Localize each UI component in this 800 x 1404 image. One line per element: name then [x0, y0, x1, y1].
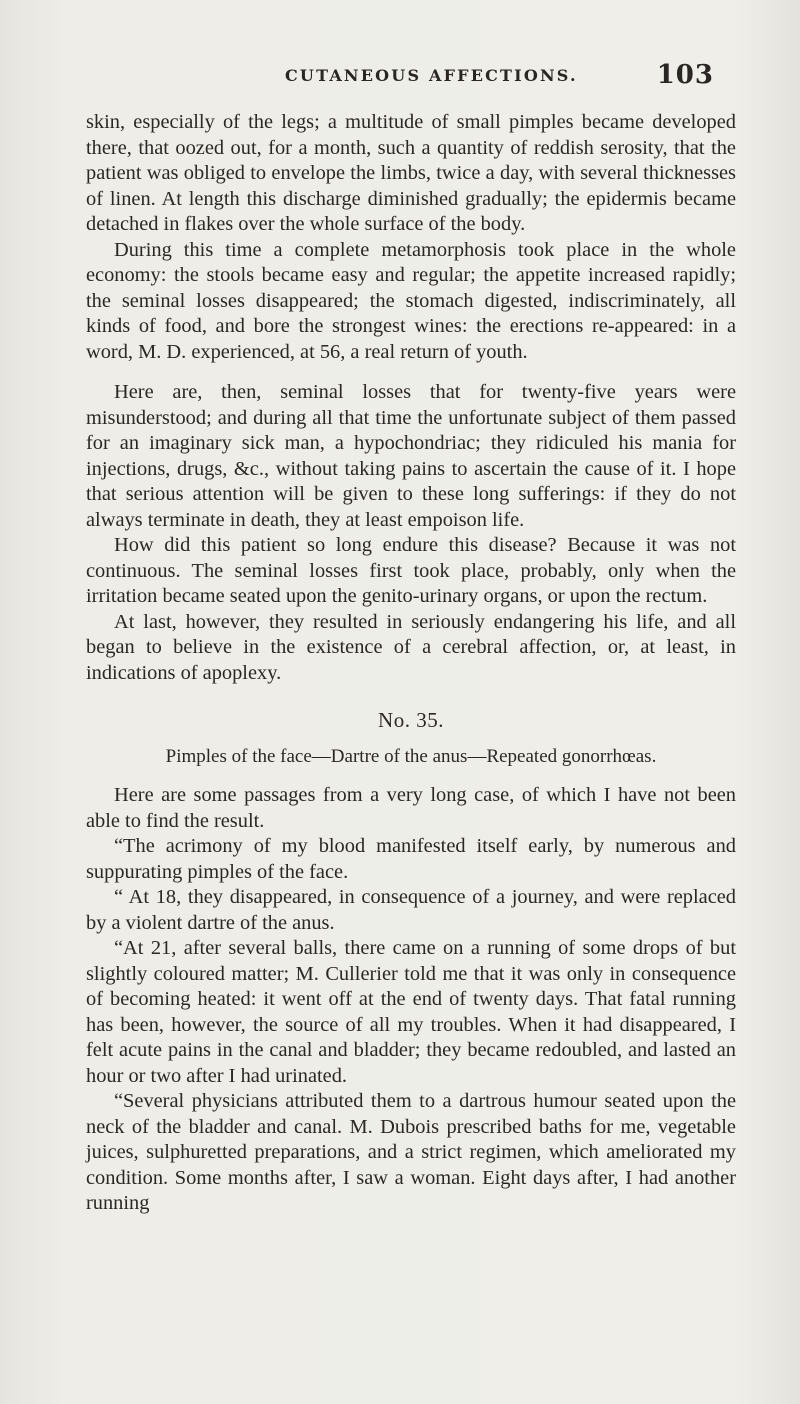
page-number: 103 [656, 60, 714, 90]
running-head: CUTANEOUS AFFECTIONS. [285, 66, 578, 85]
paragraph: skin, especially of the legs; a multitude of small pimples became developed there, that oozed out, for a month, such a quantity of reddish serosity, that the patient was obliged to envelope the limbs, twice a day, with several thicknesses of linen. At length this discharge diminished gradually; the epidermis became detached in flakes over the whole surface of the body. [86, 111, 736, 235]
paragraph: Here are some passages from a very long case, of which I have not been able to find the result. [86, 784, 736, 832]
case-subtitle: Pimples of the face—Dartre of the anus—Repeated gonorrhœas. [165, 745, 657, 767]
paragraph: At last, however, they resulted in seriously endangering his life, and all began to believe in the existence of a cerebral affection, or, at least, in indications of apoplexy. [86, 610, 736, 684]
paragraph: How did this patient so long endure this disease? Because it was not continuous. The seminal losses first took place, probably, only when the irritation became seated upon the genito-urinary organs, or upon the rectum. [86, 534, 736, 607]
page-header [0, 60, 800, 92]
page-body [86, 110, 736, 1217]
paragraph: Here are, then, seminal losses that for twenty-five years were misunderstood; and during all that time the unfortunate subject of them passed for an imaginary sick man, a hypochondriac; they ridiculed his mania for injections, drugs, &c., without taking pains to ascertain the cause of it. I hope that serious attention will be given to these long sufferings: if they do not always terminate in death, they at least empoison life. [86, 381, 736, 531]
paragraph: “Several physicians attributed them to a dartrous humour seated upon the neck of the bladder and canal. M. Dubois prescribed baths for me, vegetable juices, sulphuretted preparations, and a strict regimen, which ameliorated my condition. Some months after, I saw a woman. Eight days after, I had another running [86, 1090, 736, 1214]
case-heading: No. 35. [378, 708, 444, 732]
paragraph: “At 21, after several balls, there came on a running of some drops of but slightly coloured matter; M. Cullerier told me that it was only in consequence of becoming heated: it went off at the end of twenty days. That fatal running has been, however, the source of all my troubles. When it had disappeared, I felt acute pains in the canal and bladder; they became redoubled, and lasted an hour or two after I had urinated. [86, 937, 736, 1087]
paragraph: During this time a complete metamorphosis took place in the whole economy: the stools became easy and regular; the appetite increased rapidly; the seminal losses disappeared; the stomach digested, indiscriminately, all kinds of food, and bore the strongest wines: the erections re-appeared: in a word, M. D. experienced, at 56, a real return of youth. [86, 238, 736, 363]
paragraph: “ At 18, they disappeared, in consequence of a journey, and were replaced by a violent dartre of the anus. [86, 886, 736, 934]
paragraph: “The acrimony of my blood manifested itself early, by numerous and suppurating pimples of the face. [86, 835, 736, 883]
